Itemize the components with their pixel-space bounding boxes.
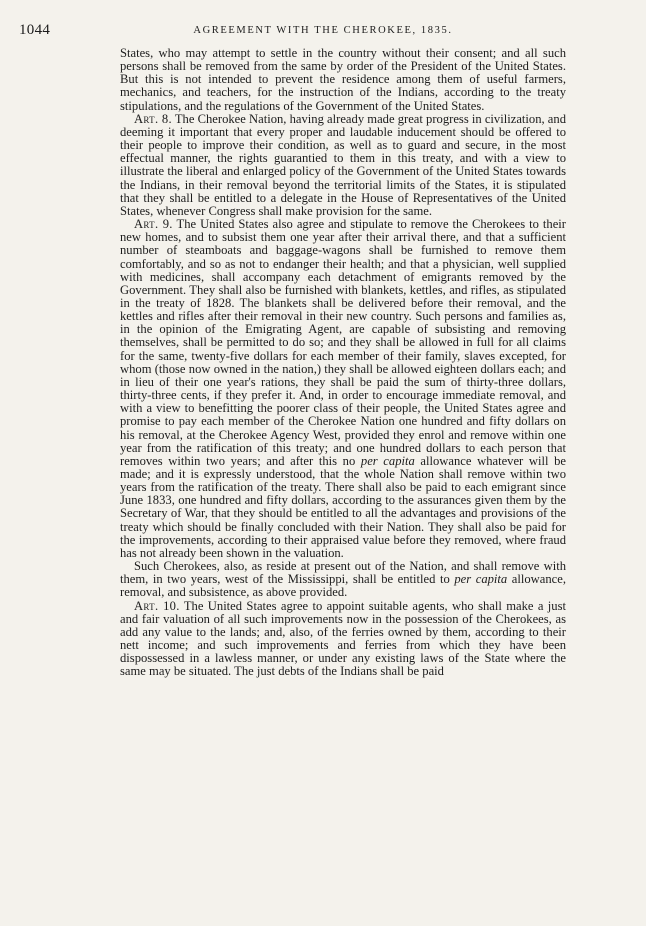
paragraph-article-8: [120, 113, 566, 218]
article-label: Art. 10.: [134, 598, 180, 613]
treaty-text: [120, 47, 566, 679]
paragraph-cherokees-outside: [120, 560, 566, 599]
paragraph-text: Such Cherokees, also, as reside at present out of the Nation, and shall remove with them, in two years, west of the Mississippi, shall be entitled to: [120, 559, 566, 587]
paragraph-text: The United States also agree and stipulate to remove the Cherokees to their new homes, and to subsist them one year after their arrival there, and that a sufficient number of steamboats and baggage-wagons shall be furnished to remove them comfortably, and so as not to endanger their health; and that a physician, well supplied with medicines, shall accompany each detachment of emigrants removed by the Government. They shall also be furnished with blankets, kettles, and rifles, as stipulated in the treaty of 1828. The blankets shall be delivered before their removal, and the kettles and rifles after their removal in their new country. Such persons and families as, in the opinion of the Emigrating Agent, are capable of subsisting and removing themselves, shall be permitted to do so; and they shall be allowed in full for all claims for the same, twenty-five dollars for each member of their family, slaves excepted, for whom (those now owned in the nation,) they shall be allowed eighteen dollars each; and in lieu of their one year's rations, they shall be paid the sum of thirty-three dollars, thirty-three cents, if they prefer it. And, in order to encourage immediate removal, and with a view to benefitting the poorer class of their people, the United States agree and promise to pay each member of the Cherokee Nation one hundred and fifty dollars on his removal, at the Cherokee Agency West, provided they enrol and remove within one year from the ratification of this treaty; and one hundred dollars to each person that removes within two years; and after this no: [120, 217, 566, 468]
article-label: Art. 8.: [134, 111, 172, 126]
paragraph-text: allowance, removal, and subsistence, as above provided.: [120, 572, 566, 600]
article-label: Art. 9.: [134, 217, 173, 232]
paragraph-text: The United States agree to appoint suitable agents, who shall make a just and fair valuation of all such improvements now in the possession of the Cherokees, as add any value to the lands; and, also, of the ferries owned by them, according to their nett income; and such improvements and ferries from which they have been dispossessed in a lawless manner, or under any existing laws of the State where the same may be situated. The just debts of the Indians shall be paid: [120, 598, 566, 679]
page-number: 1044: [19, 22, 51, 38]
italic-term: per capita: [454, 572, 508, 587]
paragraph-text: States, who may attempt to settle in the country without their consent; and all such persons shall be removed from the same by order of the President of the United States. But this is not intended to prevent the residence among them of useful farmers, mechanics, and teachers, for the instruction of the Indians, according to the treaty stipulations, and the regulations of the Government of the United States.: [120, 46, 566, 113]
running-head: AGREEMENT WITH THE CHEROKEE, 1835.: [193, 25, 453, 36]
paragraph-continuation: [120, 47, 566, 113]
paragraph-article-9: [120, 218, 566, 560]
paragraph-text: The Cherokee Nation, having already made great progress in civilization, and deeming it important that every proper and laudable inducement should be offered to their people to improve their condition, as well as to guard and secure, in the most effectual manner, the rights guarantied to them in this treaty, and with a view to illustrate the liberal and enlarged policy of the Government of the United States towards the Indians, in their removal beyond the territorial limits of the States, it is stipulated that they shall be entitled to a delegate in the House of Representatives of the United States, whenever Congress shall make provision for the same.: [120, 111, 566, 218]
italic-term: per capita: [360, 453, 415, 468]
paragraph-article-10: [120, 600, 566, 679]
paragraph-text: allowance whatever will be made; and it is expressly understood, that the whole Nation shall remove within two years from the ratification of the treaty. There shall also be paid to each emigrant since June 1833, one hundred and fifty dollars, according to the assurances given them by the Secretary of War, that they should be entitled to all the advantages and provisions of the treaty which should be finally concluded with their Nation. They shall also be paid for the improvements, according to their appraised value before they removed, where fraud has not already been shown in the valuation.: [120, 453, 566, 560]
